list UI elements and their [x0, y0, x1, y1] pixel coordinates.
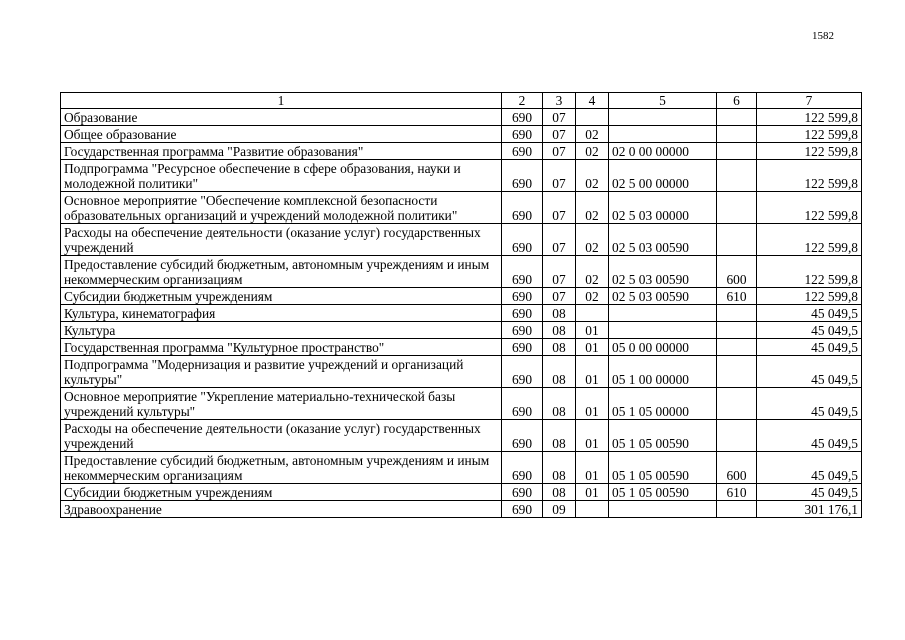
cell-target-article: 05 1 05 00590	[609, 452, 717, 484]
cell-subsection-code: 01	[576, 452, 609, 484]
cell-expense-type: 610	[717, 288, 757, 305]
cell-amount: 45 049,5	[757, 356, 862, 388]
cell-section-code: 07	[543, 224, 576, 256]
cell-section-code: 07	[543, 126, 576, 143]
table-row	[61, 288, 862, 305]
header-cell: 6	[717, 93, 757, 109]
cell-amount: 122 599,8	[757, 143, 862, 160]
cell-subsection-code: 02	[576, 256, 609, 288]
cell-section-code: 09	[543, 501, 576, 518]
cell-section-code: 08	[543, 322, 576, 339]
cell-section-code: 08	[543, 356, 576, 388]
cell-target-article: 02 5 03 00590	[609, 256, 717, 288]
table-row	[61, 192, 862, 224]
cell-section-code: 08	[543, 339, 576, 356]
cell-expense-type	[717, 356, 757, 388]
cell-amount: 45 049,5	[757, 452, 862, 484]
table-row	[61, 143, 862, 160]
cell-name: Субсидии бюджетным учреждениям	[61, 484, 502, 501]
cell-ministry-code: 690	[502, 288, 543, 305]
cell-amount: 122 599,8	[757, 256, 862, 288]
cell-expense-type	[717, 305, 757, 322]
table-row	[61, 356, 862, 388]
cell-expense-type	[717, 224, 757, 256]
cell-ministry-code: 690	[502, 256, 543, 288]
cell-section-code: 07	[543, 160, 576, 192]
table-row	[61, 388, 862, 420]
cell-name: Основное мероприятие "Укрепление материально-технической базы учреждений культуры"	[61, 388, 502, 420]
cell-expense-type	[717, 339, 757, 356]
cell-amount: 45 049,5	[757, 388, 862, 420]
cell-target-article	[609, 322, 717, 339]
page-number: 1582	[812, 30, 834, 42]
cell-expense-type	[717, 143, 757, 160]
table-row	[61, 256, 862, 288]
cell-expense-type	[717, 126, 757, 143]
cell-name: Основное мероприятие "Обеспечение комплексной безопасности образовательных организаций и учреждений молодежной политики"	[61, 192, 502, 224]
header-cell: 2	[502, 93, 543, 109]
header-cell: 3	[543, 93, 576, 109]
cell-amount: 45 049,5	[757, 420, 862, 452]
cell-expense-type	[717, 109, 757, 126]
cell-target-article: 05 1 05 00590	[609, 484, 717, 501]
cell-subsection-code: 02	[576, 143, 609, 160]
cell-name: Культура	[61, 322, 502, 339]
cell-name: Культура, кинематография	[61, 305, 502, 322]
cell-ministry-code: 690	[502, 224, 543, 256]
header-row	[61, 93, 862, 109]
cell-target-article	[609, 305, 717, 322]
table-row	[61, 126, 862, 143]
cell-expense-type	[717, 192, 757, 224]
cell-subsection-code: 02	[576, 192, 609, 224]
cell-expense-type	[717, 420, 757, 452]
cell-ministry-code: 690	[502, 356, 543, 388]
cell-expense-type	[717, 388, 757, 420]
cell-target-article: 05 1 05 00000	[609, 388, 717, 420]
cell-section-code: 08	[543, 452, 576, 484]
table-body	[61, 109, 862, 518]
cell-subsection-code	[576, 305, 609, 322]
cell-subsection-code: 01	[576, 420, 609, 452]
cell-subsection-code	[576, 501, 609, 518]
cell-name: Здравоохранение	[61, 501, 502, 518]
cell-target-article	[609, 109, 717, 126]
cell-amount: 122 599,8	[757, 192, 862, 224]
cell-target-article	[609, 126, 717, 143]
table-row	[61, 452, 862, 484]
cell-section-code: 08	[543, 388, 576, 420]
table-row	[61, 339, 862, 356]
table-row	[61, 501, 862, 518]
table-row	[61, 420, 862, 452]
cell-ministry-code: 690	[502, 339, 543, 356]
cell-target-article: 02 0 00 00000	[609, 143, 717, 160]
budget-table	[60, 92, 862, 518]
header-cell: 4	[576, 93, 609, 109]
cell-amount: 122 599,8	[757, 126, 862, 143]
cell-section-code: 07	[543, 143, 576, 160]
cell-section-code: 07	[543, 192, 576, 224]
cell-name: Образование	[61, 109, 502, 126]
cell-section-code: 08	[543, 484, 576, 501]
table-row	[61, 484, 862, 501]
cell-subsection-code	[576, 109, 609, 126]
table-row	[61, 160, 862, 192]
cell-name: Расходы на обеспечение деятельности (оказание услуг) государственных учреждений	[61, 420, 502, 452]
cell-ministry-code: 690	[502, 501, 543, 518]
cell-ministry-code: 690	[502, 420, 543, 452]
cell-ministry-code: 690	[502, 126, 543, 143]
cell-amount: 122 599,8	[757, 288, 862, 305]
cell-section-code: 07	[543, 256, 576, 288]
table-row	[61, 109, 862, 126]
table-row	[61, 305, 862, 322]
cell-amount: 45 049,5	[757, 322, 862, 339]
header-cell: 5	[609, 93, 717, 109]
cell-amount: 122 599,8	[757, 109, 862, 126]
cell-ministry-code: 690	[502, 192, 543, 224]
cell-expense-type: 600	[717, 452, 757, 484]
header-cell: 1	[61, 93, 502, 109]
cell-amount: 45 049,5	[757, 339, 862, 356]
table-row	[61, 224, 862, 256]
table-row	[61, 322, 862, 339]
cell-name: Подпрограмма "Модернизация и развитие учреждений и организаций культуры"	[61, 356, 502, 388]
cell-expense-type: 600	[717, 256, 757, 288]
cell-subsection-code: 01	[576, 322, 609, 339]
cell-section-code: 08	[543, 305, 576, 322]
cell-name: Подпрограмма "Ресурсное обеспечение в сфере образования, науки и молодежной политики"	[61, 160, 502, 192]
cell-ministry-code: 690	[502, 388, 543, 420]
cell-target-article: 02 5 03 00590	[609, 288, 717, 305]
cell-target-article: 05 1 05 00590	[609, 420, 717, 452]
cell-amount: 45 049,5	[757, 484, 862, 501]
cell-ministry-code: 690	[502, 322, 543, 339]
cell-ministry-code: 690	[502, 484, 543, 501]
cell-subsection-code: 02	[576, 288, 609, 305]
cell-ministry-code: 690	[502, 452, 543, 484]
cell-section-code: 08	[543, 420, 576, 452]
cell-target-article: 05 1 00 00000	[609, 356, 717, 388]
cell-ministry-code: 690	[502, 305, 543, 322]
cell-section-code: 07	[543, 109, 576, 126]
cell-ministry-code: 690	[502, 109, 543, 126]
cell-amount: 45 049,5	[757, 305, 862, 322]
cell-section-code: 07	[543, 288, 576, 305]
cell-target-article: 05 0 00 00000	[609, 339, 717, 356]
cell-expense-type	[717, 501, 757, 518]
cell-amount: 122 599,8	[757, 160, 862, 192]
cell-ministry-code: 690	[502, 160, 543, 192]
cell-name: Государственная программа "Культурное пространство"	[61, 339, 502, 356]
cell-name: Расходы на обеспечение деятельности (оказание услуг) государственных учреждений	[61, 224, 502, 256]
cell-subsection-code: 01	[576, 388, 609, 420]
cell-name: Общее образование	[61, 126, 502, 143]
header-cell: 7	[757, 93, 862, 109]
cell-subsection-code: 02	[576, 224, 609, 256]
cell-expense-type	[717, 160, 757, 192]
cell-name: Субсидии бюджетным учреждениям	[61, 288, 502, 305]
cell-target-article: 02 5 03 00000	[609, 192, 717, 224]
cell-target-article: 02 5 03 00590	[609, 224, 717, 256]
cell-name: Предоставление субсидий бюджетным, автономным учреждениям и иным некоммерческим организациям	[61, 256, 502, 288]
cell-name: Предоставление субсидий бюджетным, автономным учреждениям и иным некоммерческим организациям	[61, 452, 502, 484]
cell-amount: 122 599,8	[757, 224, 862, 256]
cell-target-article: 02 5 00 00000	[609, 160, 717, 192]
cell-name: Государственная программа "Развитие образования"	[61, 143, 502, 160]
cell-subsection-code: 02	[576, 160, 609, 192]
cell-subsection-code: 01	[576, 339, 609, 356]
cell-subsection-code: 01	[576, 484, 609, 501]
cell-expense-type	[717, 322, 757, 339]
cell-target-article	[609, 501, 717, 518]
cell-subsection-code: 02	[576, 126, 609, 143]
cell-amount: 301 176,1	[757, 501, 862, 518]
cell-ministry-code: 690	[502, 143, 543, 160]
cell-expense-type: 610	[717, 484, 757, 501]
cell-subsection-code: 01	[576, 356, 609, 388]
